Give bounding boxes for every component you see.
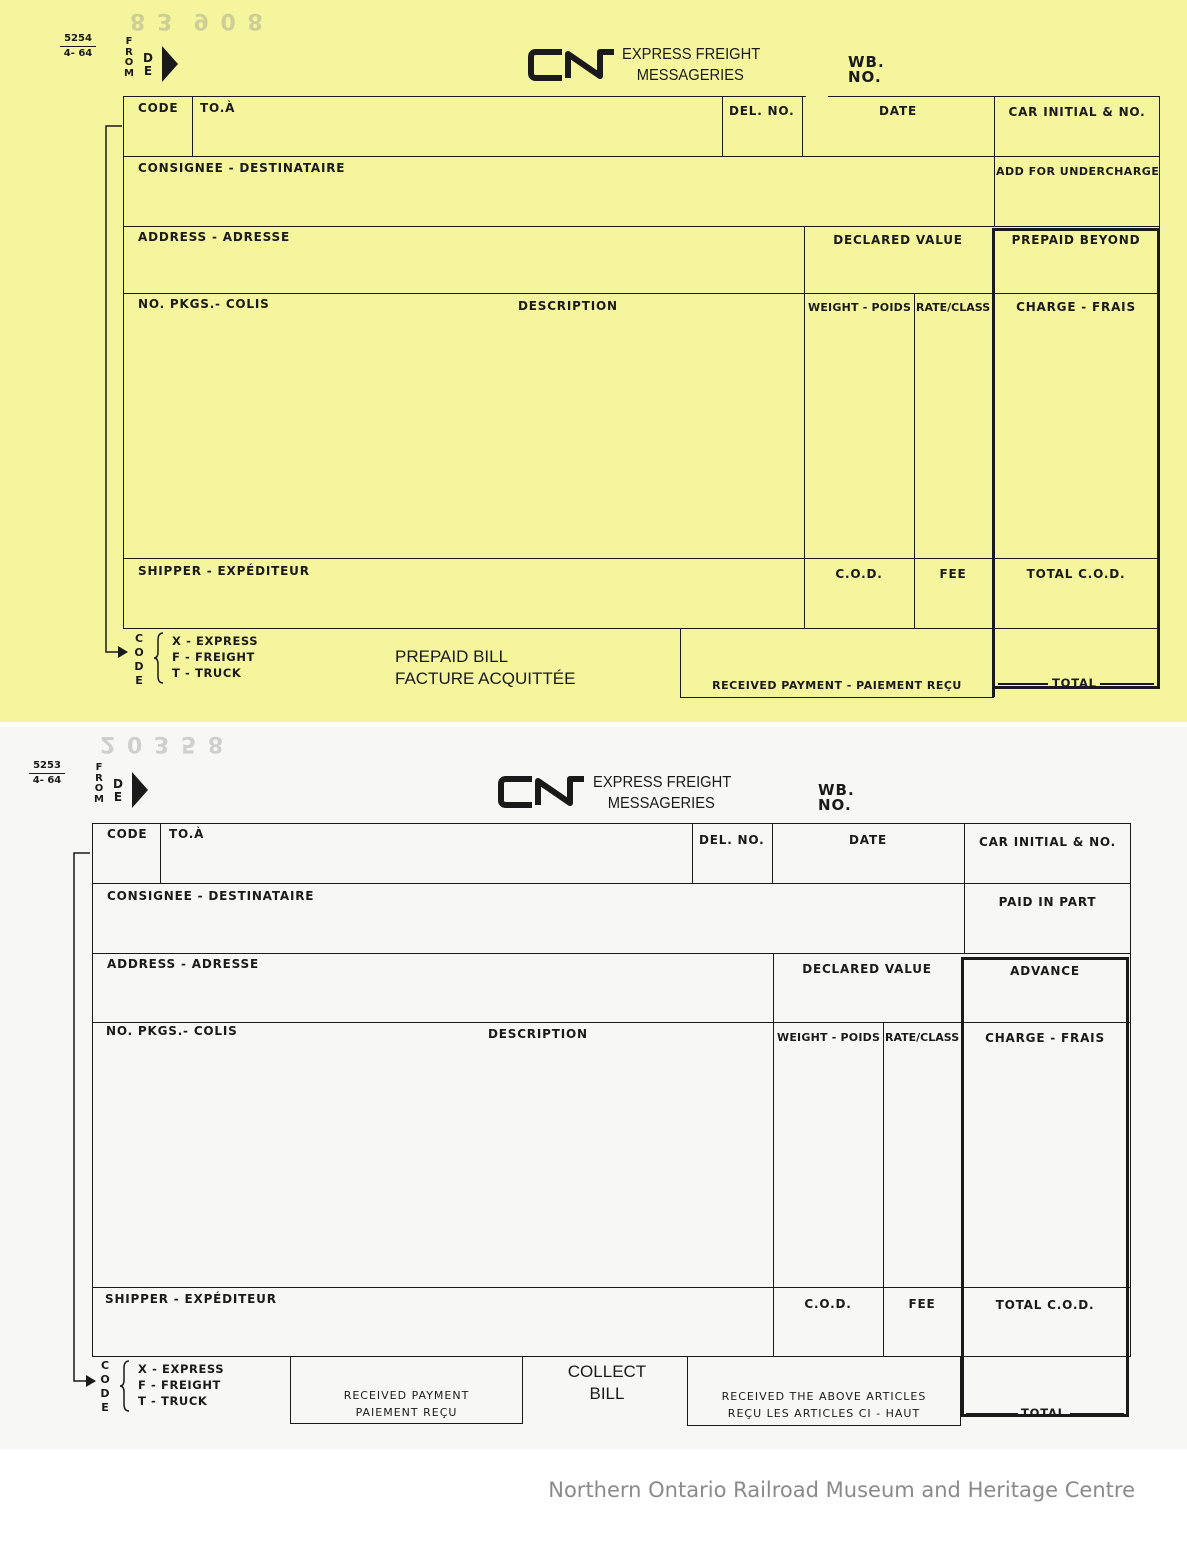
code-brace-icon bbox=[152, 632, 166, 684]
code-legend-label: C O D E bbox=[100, 1359, 110, 1414]
code-brace-icon bbox=[118, 1360, 132, 1412]
advance-field[interactable]: ADVANCE bbox=[1010, 964, 1080, 978]
total-cod-field[interactable]: TOTAL C.O.D. bbox=[995, 1298, 1095, 1312]
company-title: EXPRESS FREIGHT MESSAGERIES bbox=[622, 46, 761, 84]
collect-bill-form bbox=[0, 727, 1187, 1449]
cod-field[interactable]: C.O.D. bbox=[804, 1297, 852, 1311]
code-field[interactable]: CODE bbox=[107, 827, 148, 841]
code-field[interactable]: CODE bbox=[138, 101, 179, 115]
add-for-undercharge-field[interactable]: ADD FOR UNDERCHARGE bbox=[996, 165, 1160, 178]
from-label: F R O M bbox=[124, 36, 134, 79]
consignee-field[interactable]: CONSIGNEE - DESTINATAIRE bbox=[138, 161, 346, 175]
car-initial-field[interactable]: CAR INITIAL & NO. bbox=[978, 835, 1117, 849]
received-articles-label[interactable]: RECEIVED THE ABOVE ARTICLES REÇU LES ARTICLES CI - HAUT bbox=[721, 1390, 927, 1420]
paid-in-part-field[interactable]: PAID IN PART bbox=[998, 895, 1097, 909]
declared-value-field[interactable]: DECLARED VALUE bbox=[833, 233, 963, 247]
from-arrow-icon bbox=[160, 44, 180, 84]
code-bracket-arrow-icon bbox=[100, 124, 130, 660]
to-field[interactable]: TO.À bbox=[200, 101, 236, 115]
to-field[interactable]: TO.À bbox=[169, 827, 205, 841]
company-title: EXPRESS FREIGHT MESSAGERIES bbox=[593, 774, 732, 812]
delivery-number-field[interactable]: DEL. NO. bbox=[699, 833, 765, 847]
bill-type-title: PREPAID BILL FACTURE ACQUITTÉE bbox=[395, 647, 576, 688]
fee-field[interactable]: FEE bbox=[908, 1297, 936, 1311]
cn-logo-icon bbox=[498, 773, 588, 811]
de-label: D E bbox=[143, 51, 153, 78]
code-legend-label: C O D E bbox=[134, 632, 144, 687]
number-of-packages-column[interactable]: NO. PKGS.- COLIS bbox=[138, 297, 270, 311]
form-number: 5254 4- 64 bbox=[60, 32, 96, 61]
total-cod-field[interactable]: TOTAL C.O.D. bbox=[1026, 567, 1126, 581]
consignee-field[interactable]: CONSIGNEE - DESTINATAIRE bbox=[107, 889, 315, 903]
address-field[interactable]: ADDRESS - ADRESSE bbox=[138, 230, 290, 244]
prepaid-bill-form bbox=[0, 0, 1187, 722]
shipper-field[interactable]: SHIPPER - EXPÉDITEUR bbox=[138, 564, 310, 578]
received-payment-label[interactable]: RECEIVED PAYMENT - PAIEMENT REÇU bbox=[712, 679, 962, 692]
number-of-packages-column[interactable]: NO. PKGS.- COLIS bbox=[106, 1024, 238, 1038]
rate-class-column[interactable]: RATE/CLASS bbox=[885, 1031, 960, 1044]
total-field[interactable]: TOTAL bbox=[1052, 676, 1097, 690]
bleed-through-mark: 8 3 9 0 8 bbox=[130, 8, 265, 33]
date-field[interactable]: DATE bbox=[879, 104, 917, 118]
address-field[interactable]: ADDRESS - ADRESSE bbox=[107, 957, 259, 971]
weight-column[interactable]: WEIGHT - POIDS bbox=[808, 301, 912, 314]
shipper-field[interactable]: SHIPPER - EXPÉDITEUR bbox=[105, 1292, 277, 1306]
from-label: F R O M bbox=[94, 762, 104, 805]
waybill-number-label: WB. NO. bbox=[848, 53, 885, 86]
bill-type-title: COLLECT BILL bbox=[567, 1362, 647, 1403]
charge-column[interactable]: CHARGE - FRAIS bbox=[1016, 300, 1136, 314]
cod-field[interactable]: C.O.D. bbox=[835, 567, 883, 581]
description-column[interactable]: DESCRIPTION bbox=[518, 299, 618, 313]
from-arrow-icon bbox=[130, 770, 150, 810]
code-legend: X - EXPRESS F - FREIGHT T - TRUCK bbox=[138, 1362, 225, 1408]
code-bracket-arrow-icon bbox=[68, 851, 98, 1389]
waybill-number-label: WB. NO. bbox=[818, 781, 855, 814]
date-field[interactable]: DATE bbox=[849, 833, 887, 847]
delivery-number-field[interactable]: DEL. NO. bbox=[729, 104, 795, 118]
description-column[interactable]: DESCRIPTION bbox=[488, 1027, 588, 1041]
declared-value-field[interactable]: DECLARED VALUE bbox=[802, 962, 932, 976]
charge-column[interactable]: CHARGE - FRAIS bbox=[985, 1031, 1105, 1045]
bleed-through-mark: 2 0 3 5 8 bbox=[100, 731, 226, 756]
fee-field[interactable]: FEE bbox=[939, 567, 967, 581]
museum-credit: Northern Ontario Railroad Museum and Heritage Centre bbox=[548, 1478, 1135, 1502]
received-payment-label[interactable]: RECEIVED PAYMENT PAIEMENT REÇU bbox=[343, 1389, 470, 1419]
de-label: D E bbox=[113, 777, 123, 804]
prepaid-beyond-field[interactable]: PREPAID BEYOND bbox=[1011, 233, 1141, 247]
form-number: 5253 4- 64 bbox=[29, 759, 65, 788]
code-legend: X - EXPRESS F - FREIGHT T - TRUCK bbox=[172, 634, 259, 680]
weight-column[interactable]: WEIGHT - POIDS bbox=[777, 1031, 881, 1044]
car-initial-field[interactable]: CAR INITIAL & NO. bbox=[1008, 105, 1146, 119]
total-field[interactable]: TOTAL bbox=[1021, 1406, 1066, 1420]
cn-logo-icon bbox=[528, 46, 618, 84]
rate-class-column[interactable]: RATE/CLASS bbox=[916, 301, 991, 314]
